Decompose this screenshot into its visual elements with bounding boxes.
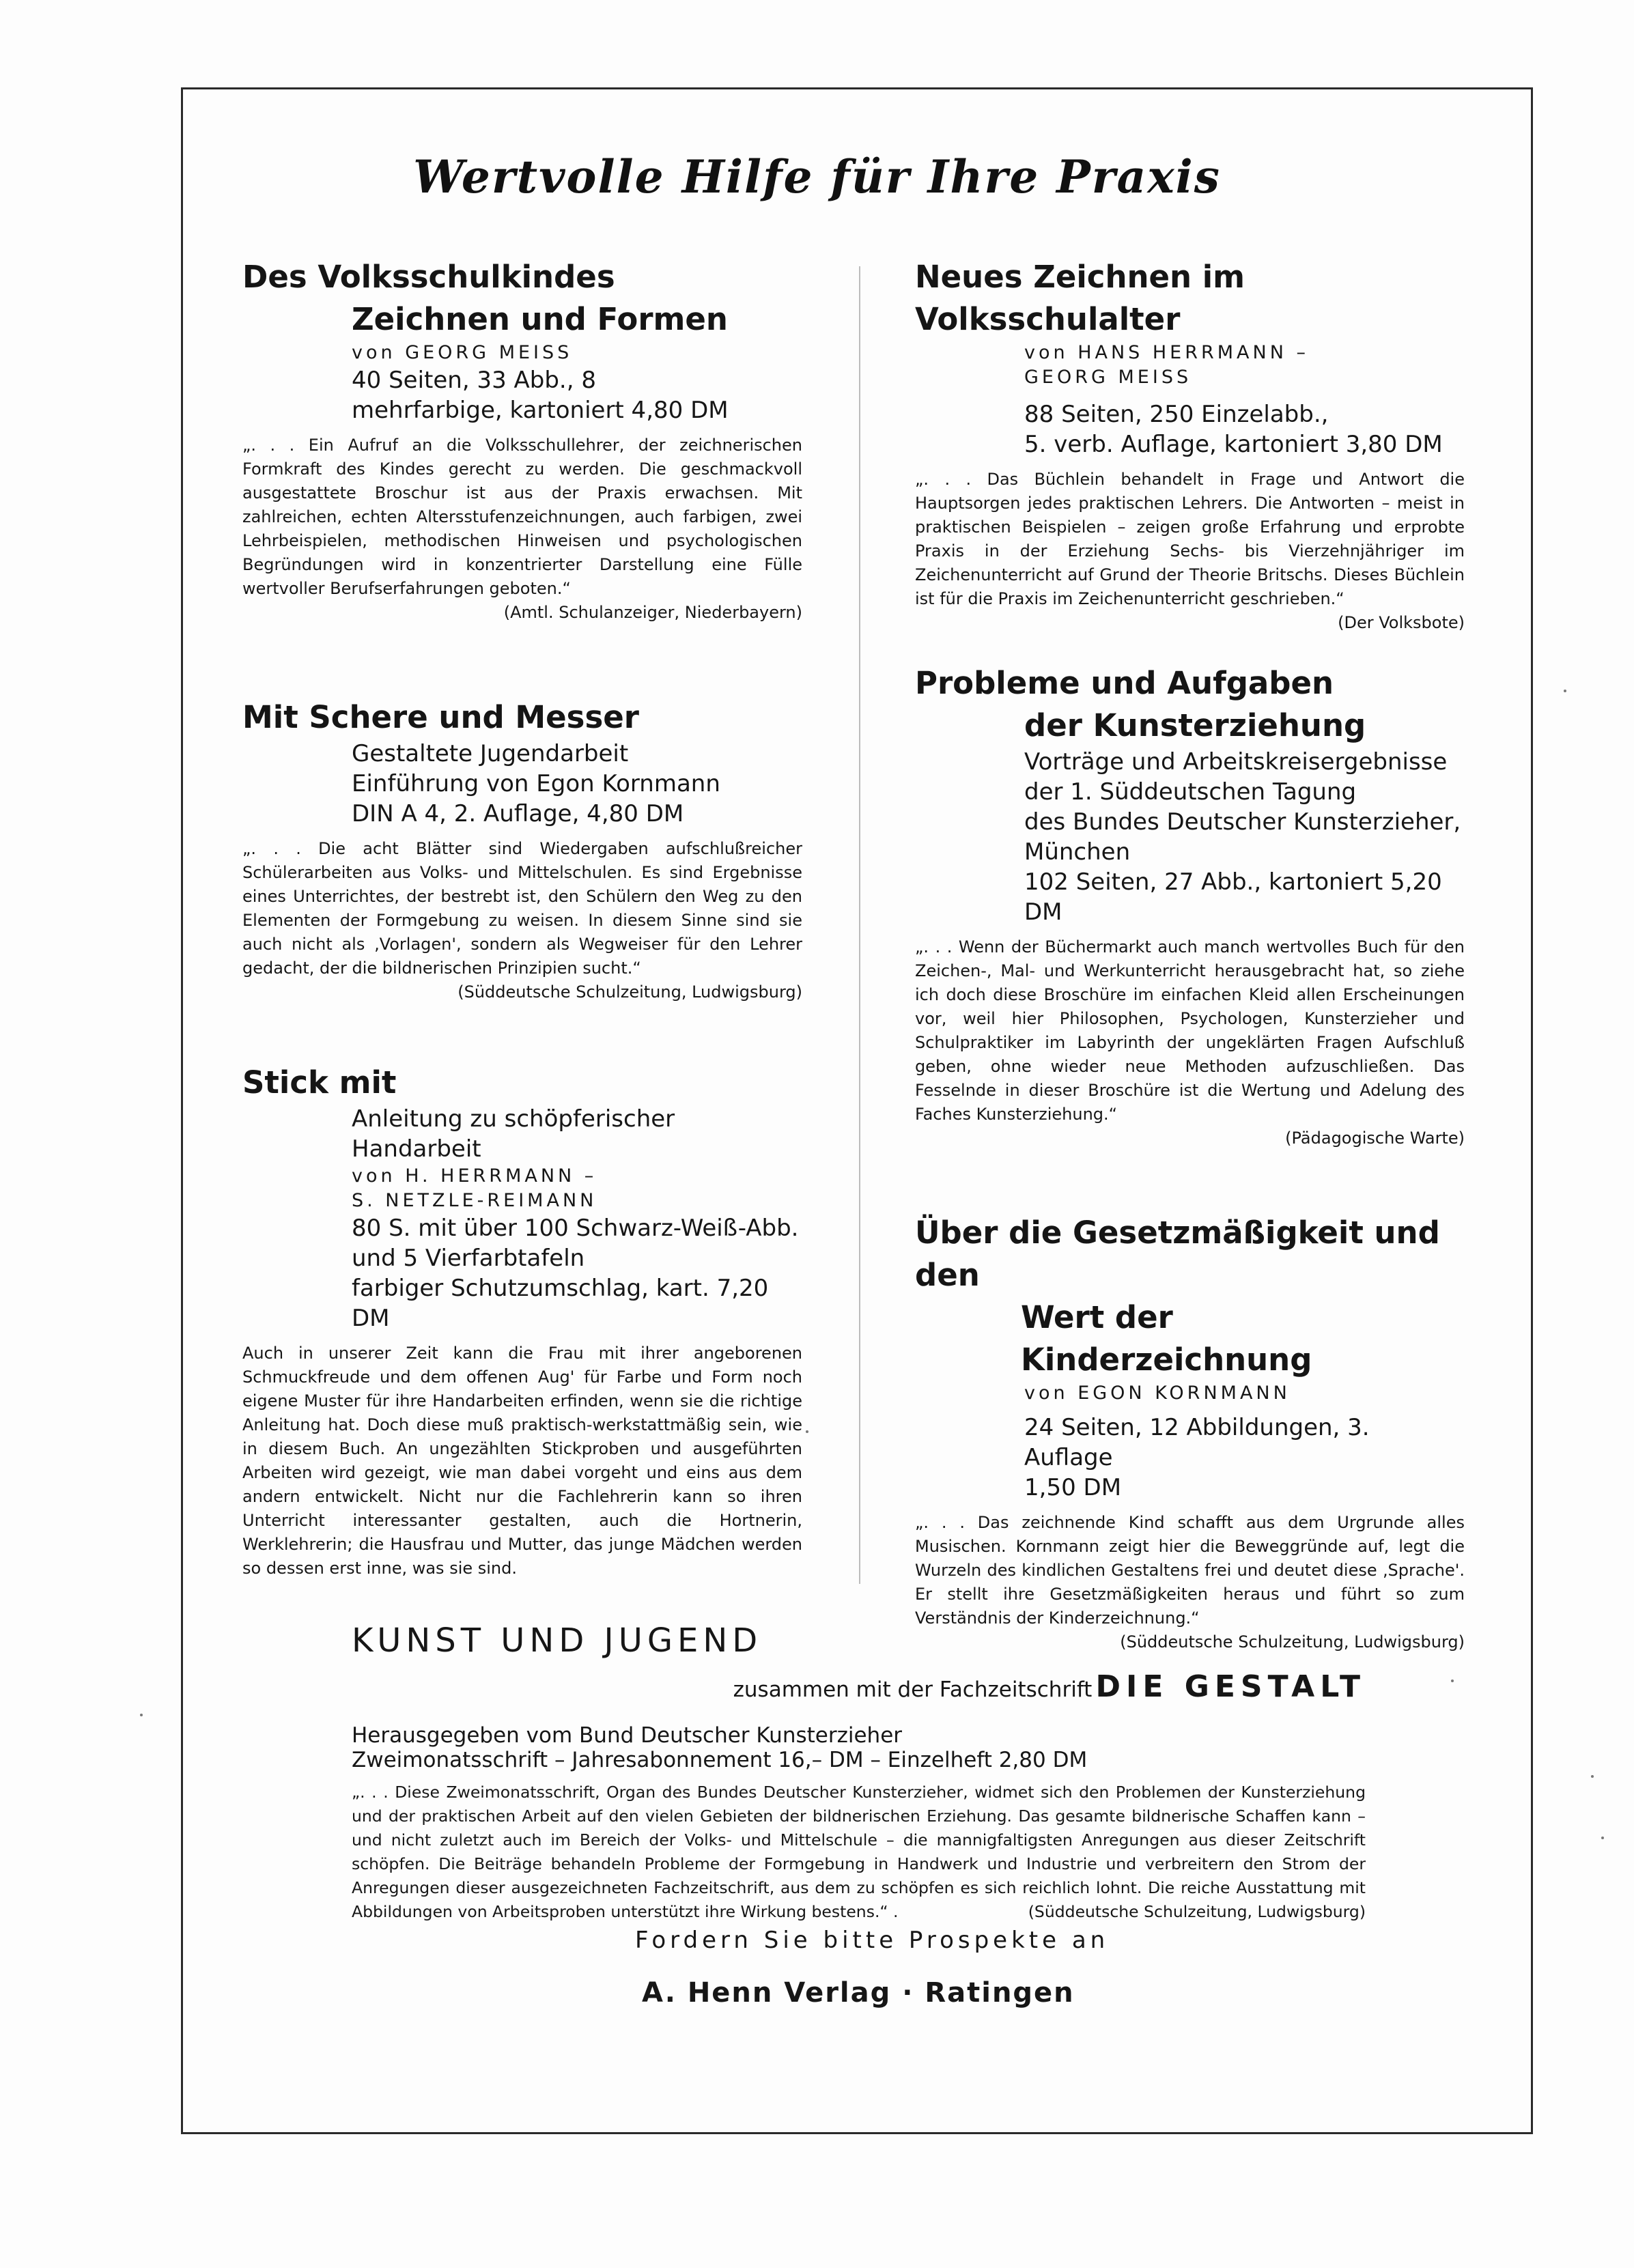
book-author: von H. HERRMANN – [352,1165,597,1187]
book-author: von HANS HERRMANN – [1024,342,1310,363]
book-author-line2: GEORG MEISS [1024,367,1192,388]
book-details: 102 Seiten, 27 Abb., kartoniert 5,20 DM [1024,868,1442,926]
journal-partner-name: DIE GESTALT [1095,1669,1366,1704]
journal-subscription-line: Zweimonatsschrift – Jahresabonnement 16,– DM – Einzelheft 2,80 DM [352,1748,1088,1772]
review-text: „. . . Ein Aufruf an die Volksschullehrer, der zeichnerischen Formkraft des Kindes gerecht zu werden. Die geschmackvoll ausgestattete Broschur ist aus der Praxis erwachsen. Mit zahlreichen, echten Altersstufenzeichnungen, auch farbigen, zwei Lehrbeispielen, methodischen Hinweisen und psychologischen Begründungen wird in konzentrierter Darstellung eine Fülle wertvoller Berufserfahrungen geboten.“ [242,436,802,598]
book-author: Einführung von Egon Kornmann [352,770,720,797]
order-request: Fordern Sie bitte Prospekte an [635,1927,1110,1954]
book-review: Auch in unserer Zeit kann die Frau mit ihrer angeborenen Schmuckfreude und dem offenen Aug' für Farbe und Form noch eigene Muster für ihre Handarbeiten erfinden, wenn sie die richtige Anleitung hat. Doch diese muß praktisch-werkstattmäßig sein, wie in diesem Buch. An ungezählten Stickproben und ausgeführten Arbeiten wird gezeigt, wie man dabei vorgeht und eins aus dem andern entwickelt. Nicht nur die Fachlehrerin kann so ihren Unterricht interessanter gestalten, auch die Hortnerin, Werklehrerin; die Hausfrau und Mutter, das junge Mädchen werden so dessen erst inne, was sie sind. [242,1344,802,1578]
scan-speck [1451,1679,1454,1682]
book-details-line3: farbiger Schutzumschlag, kart. 7,20 DM [352,1275,769,1332]
book-title: Neues Zeichnen im Volksschulalter [915,259,1245,337]
book-gesetzmaessigkeit [915,1212,1465,1654]
book-subtitle-line2: der 1. Süddeutschen Tagung [1024,778,1357,806]
book-probleme-aufgaben [915,662,1465,1150]
book-volksschulkindes [242,256,802,625]
journal-publisher-line: Herausgegeben vom Bund Deutscher Kunsterzieher [352,1723,903,1748]
book-title: Des Volksschulkindes [242,259,615,295]
review-text: „. . . Das Büchlein behandelt in Frage und Antwort die Hauptsorgen jedes praktischen Lehrers. Die Antworten – meist in praktischen Beispielen – zeigen große Erfahrung und erprobte Praxis in der Erziehung Sechs- bis Vierzehnjähriger im Zeichenunterricht auf Grund der Theorie Britschs. Dieses Büchlein ist für die Praxis im Zeichenunterricht geschrieben.“ [915,470,1465,608]
book-title-line2: Zeichnen und Formen [352,301,728,337]
book-details: 40 Seiten, 33 Abb., 8 mehrfarbige, kartoniert 4,80 DM [352,367,729,424]
book-details-line2: und 5 Vierfarbtafeln [352,1245,585,1272]
journal-review [352,1781,1366,1924]
book-details: DIN A 4, 2. Auflage, 4,80 DM [352,800,684,827]
book-details-line2: 1,50 DM [1024,1474,1122,1501]
scan-speck [1564,690,1566,692]
book-author: von EGON KORNMANN [1024,1383,1291,1404]
book-details: 88 Seiten, 250 Einzelabb., [1024,401,1329,428]
book-schere-messer [242,696,802,1004]
review-source: (Süddeutsche Schulzeitung, Ludwigsburg) [1028,1902,1366,1921]
review-source: (Amtl. Schulanzeiger, Niederbayern) [503,603,802,622]
book-title: Mit Schere und Messer [242,699,639,735]
review-text: „. . . Die acht Blätter sind Wiedergaben aufschlußreicher Schülerarbeiten aus Volks- und Mittelschulen. Es sind Ergebnisse eines Unterrichtes, der bestrebt ist, den Schülern den Weg zu den Elementen der Formgebung zu weisen. In diesem Sinne sind sie auch nicht als ‚Vorlagen', sondern als Wegweiser für den Lehrer gedacht, der die bildnerischen Prinzipien sucht.“ [242,839,802,978]
book-details: 80 S. mit über 100 Schwarz-Weiß-Abb. [352,1215,799,1242]
journal-section [352,1621,1366,1924]
review-source: (Der Volksbote) [1338,613,1465,632]
book-subtitle-line3: des Bundes Deutscher Kunsterzieher, [1024,808,1461,836]
book-neues-zeichnen [915,256,1465,635]
book-review [242,434,802,625]
book-stick-mit [242,1062,802,1580]
book-title: Stick mit [242,1064,397,1101]
book-review [242,837,802,1004]
book-subtitle: Vorträge und Arbeitskreisergebnisse [1024,748,1448,776]
book-review [915,935,1465,1150]
publisher-name: A. Henn Verlag · Ratingen [642,1977,1075,2009]
scan-speck [1601,1837,1604,1839]
book-review [915,468,1465,635]
book-title-line2: der Kunsterziehung [1024,707,1366,743]
book-title: Probleme und Aufgaben [915,665,1334,701]
book-subtitle-line4: München [1024,838,1131,866]
journal-together-prefix: zusammen mit der Fachzeitschrift [733,1677,1093,1702]
journal-title: KUNST UND JUGEND [352,1621,763,1660]
book-details-line2: 5. verb. Auflage, kartoniert 3,80 DM [1024,431,1443,458]
scan-speck [140,1714,143,1716]
review-source: (Süddeutsche Schulzeitung, Ludwigsburg) [457,982,802,1002]
review-text: „. . . Wenn der Büchermarkt auch manch wertvolles Buch für den Zeichen-, Mal- und Werkunterricht herausgebracht hat, so ziehe ich doch diese Broschüre im einfachen Kleid allen Erscheinungen vor, weil hier Philosophen, Psychologen, Kunsterzieher und Schulpraktiker im Labyrinth der ungeklärten Fragen Aufschluß geben, ohne wieder neue Methoden aufzuschließen. Das Fesselnde in dieser Broschüre ist die Wertung und Adelung des Faches Kunsterziehung.“ [915,937,1465,1124]
book-subtitle: Anleitung zu schöpferischer Handarbeit [352,1105,675,1163]
book-author: von GEORG MEISS [352,342,573,363]
scan-speck [1591,1775,1594,1778]
review-text: „. . . Das zeichnende Kind schafft aus dem Urgrunde alles Musischen. Kornmann zeigt hier die Beweggründe auf, legt die Wurzeln des kindlichen Gestaltens frei und deutet diese ‚Sprache'. Er stellt ihre Gesetzmäßigkeiten heraus und führt so zum Verständnis der Kinderzeichnung.“ [915,1513,1465,1628]
page-title: Wertvolle Hilfe für Ihre Praxis [413,150,1221,203]
column-divider [859,266,860,1584]
scan-speck [806,1430,808,1433]
review-text: „. . . Diese Zweimonatsschrift, Organ des Bundes Deutscher Kunsterzieher, widmet sich den Problemen der Kunsterziehung und der praktischen Arbeit auf den vielen Gebieten der bildnerischen Erziehung. Das gesamte bildnerische Schaffen kann – und nicht zuletzt auch im Bereich der Volks- und Mittelschule – die mannigfaltigsten Anregungen aus dieser Zeitschrift schöpfen. Die Beiträge behandeln Probleme der Formgebung in Handwerk und Industrie und verbreitern den Strom der Anregungen dieser ausgezeichneten Fachzeitschrift, aus dem zu schöpfen es sich reichlich lohnt. Die reiche Ausstattung mit Abbildungen von Arbeitsproben unterstützt ihre Wirkung bestens.“ . [352,1783,1366,1921]
book-details: 24 Seiten, 12 Abbildungen, 3. Auflage [1024,1414,1370,1471]
book-title-line2: Wert der Kinderzeichnung [1021,1299,1312,1378]
book-author-line2: S. NETZLE-REIMANN [352,1190,597,1211]
review-source: (Pädagogische Warte) [1285,1129,1465,1148]
review-source: (Süddeutsche Schulzeitung, Ludwigsburg) [1120,1632,1465,1652]
book-subtitle: Gestaltete Jugendarbeit [352,740,629,767]
book-title: Über die Gesetzmäßigkeit und den [915,1215,1440,1293]
